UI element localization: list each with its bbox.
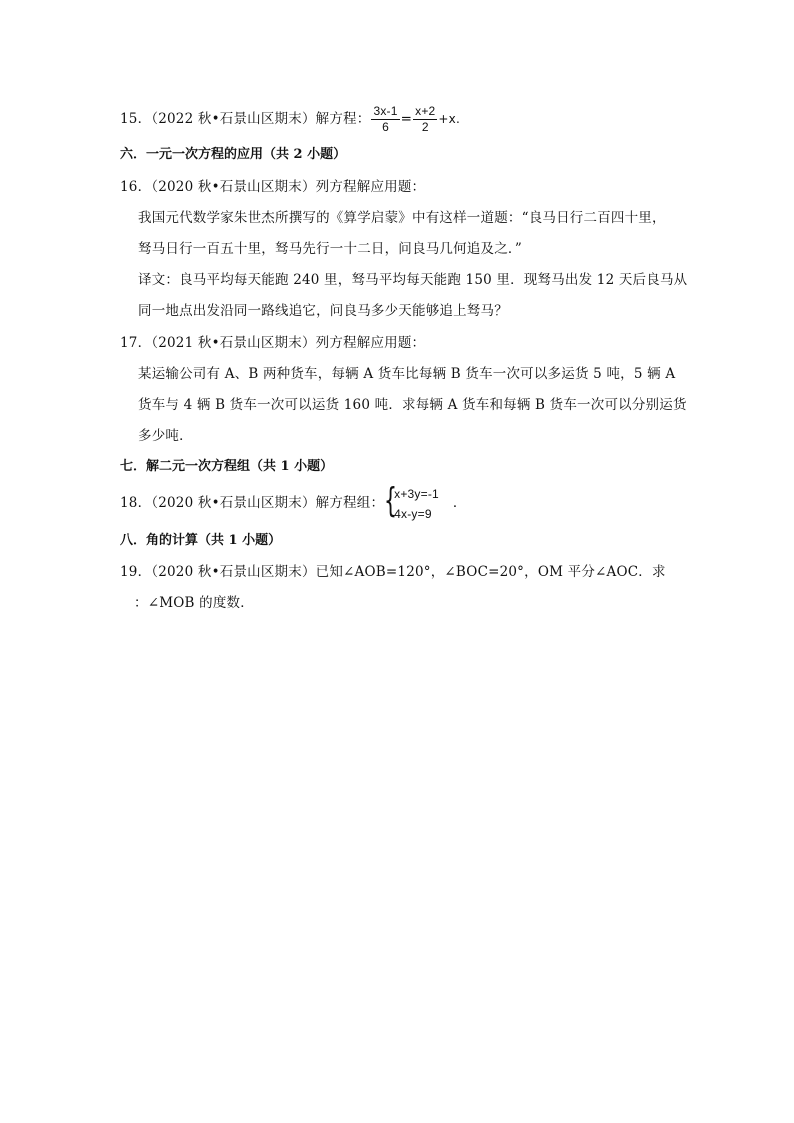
q15-frac1-denominator: 6: [382, 120, 389, 134]
question-18: [120, 481, 467, 525]
q16-line-3: 译文：良马平均每天能跑 240 里，驽马平均每天能跑 150 里．现驽马出发 12 天后良马从: [138, 272, 688, 288]
q15-fraction-2: [413, 104, 437, 135]
q16-line-1: 我国元代数学家朱世杰所撰写的《算学启蒙》中有这样一道题：“良马日行二百四十里，: [138, 210, 666, 226]
q18-equation-1: x+3y=-1: [394, 486, 439, 501]
q18-suffix: ．: [452, 495, 467, 511]
q17-line-1: 某运输公司有 A、B 两种货车，每辆 A 货车比每辆 B 货车一次可以多运货 5 吨，5 辆 A: [138, 366, 676, 382]
q17-line-3: 多少吨．: [138, 428, 193, 444]
q18-equation-2: 4x-y=9: [394, 506, 432, 521]
q15-frac1-numerator: 3x-1: [373, 104, 398, 118]
q16-line-2: 驽马日行一百五十里，驽马先行一十二日，问良马几何追及之．”: [138, 241, 522, 257]
q15-frac2-denominator: 2: [421, 120, 429, 134]
left-brace-icon: {: [384, 480, 398, 521]
q17-header: 17．（2021 秋•石景山区期末）列方程解应用题：: [120, 335, 426, 351]
q15-equals: =: [400, 111, 413, 127]
q15-fraction-1: [371, 104, 399, 135]
q18-equation-system: [384, 480, 439, 524]
section-6-heading: 六．一元一次方程的应用（共 2 小题）: [120, 147, 347, 162]
question-15: [120, 104, 460, 135]
section-8-heading: 八．角的计算（共 1 小题）: [120, 533, 282, 548]
q15-suffix: +x.: [438, 112, 460, 126]
q17-line-2: 货车与 4 辆 B 货车一次可以运货 160 吨．求每辆 A 货车和每辆 B 货车一次可以分别运货: [138, 397, 687, 413]
q19-line-1: 19．（2020 秋•石景山区期末）已知∠AOB=120°，∠BOC=20°，OM 平分∠AOC．求: [120, 564, 666, 580]
q18-prefix: 18．（2020 秋•石景山区期末）解方程组：: [120, 495, 385, 511]
q16-header: 16．（2020 秋•石景山区期末）列方程解应用题：: [120, 179, 426, 195]
q16-line-4: 同一地点出发沿同一路线追它，问良马多少天能够追上驽马？: [138, 303, 508, 319]
q19-line-2: ：∠MOB 的度数．: [134, 595, 254, 611]
q15-frac2-numerator: x+2: [415, 104, 436, 118]
section-7-heading: 七．解二元一次方程组（共 1 小题）: [120, 459, 334, 474]
q15-prefix: 15．（2022 秋•石景山区期末）解方程：: [120, 111, 371, 127]
